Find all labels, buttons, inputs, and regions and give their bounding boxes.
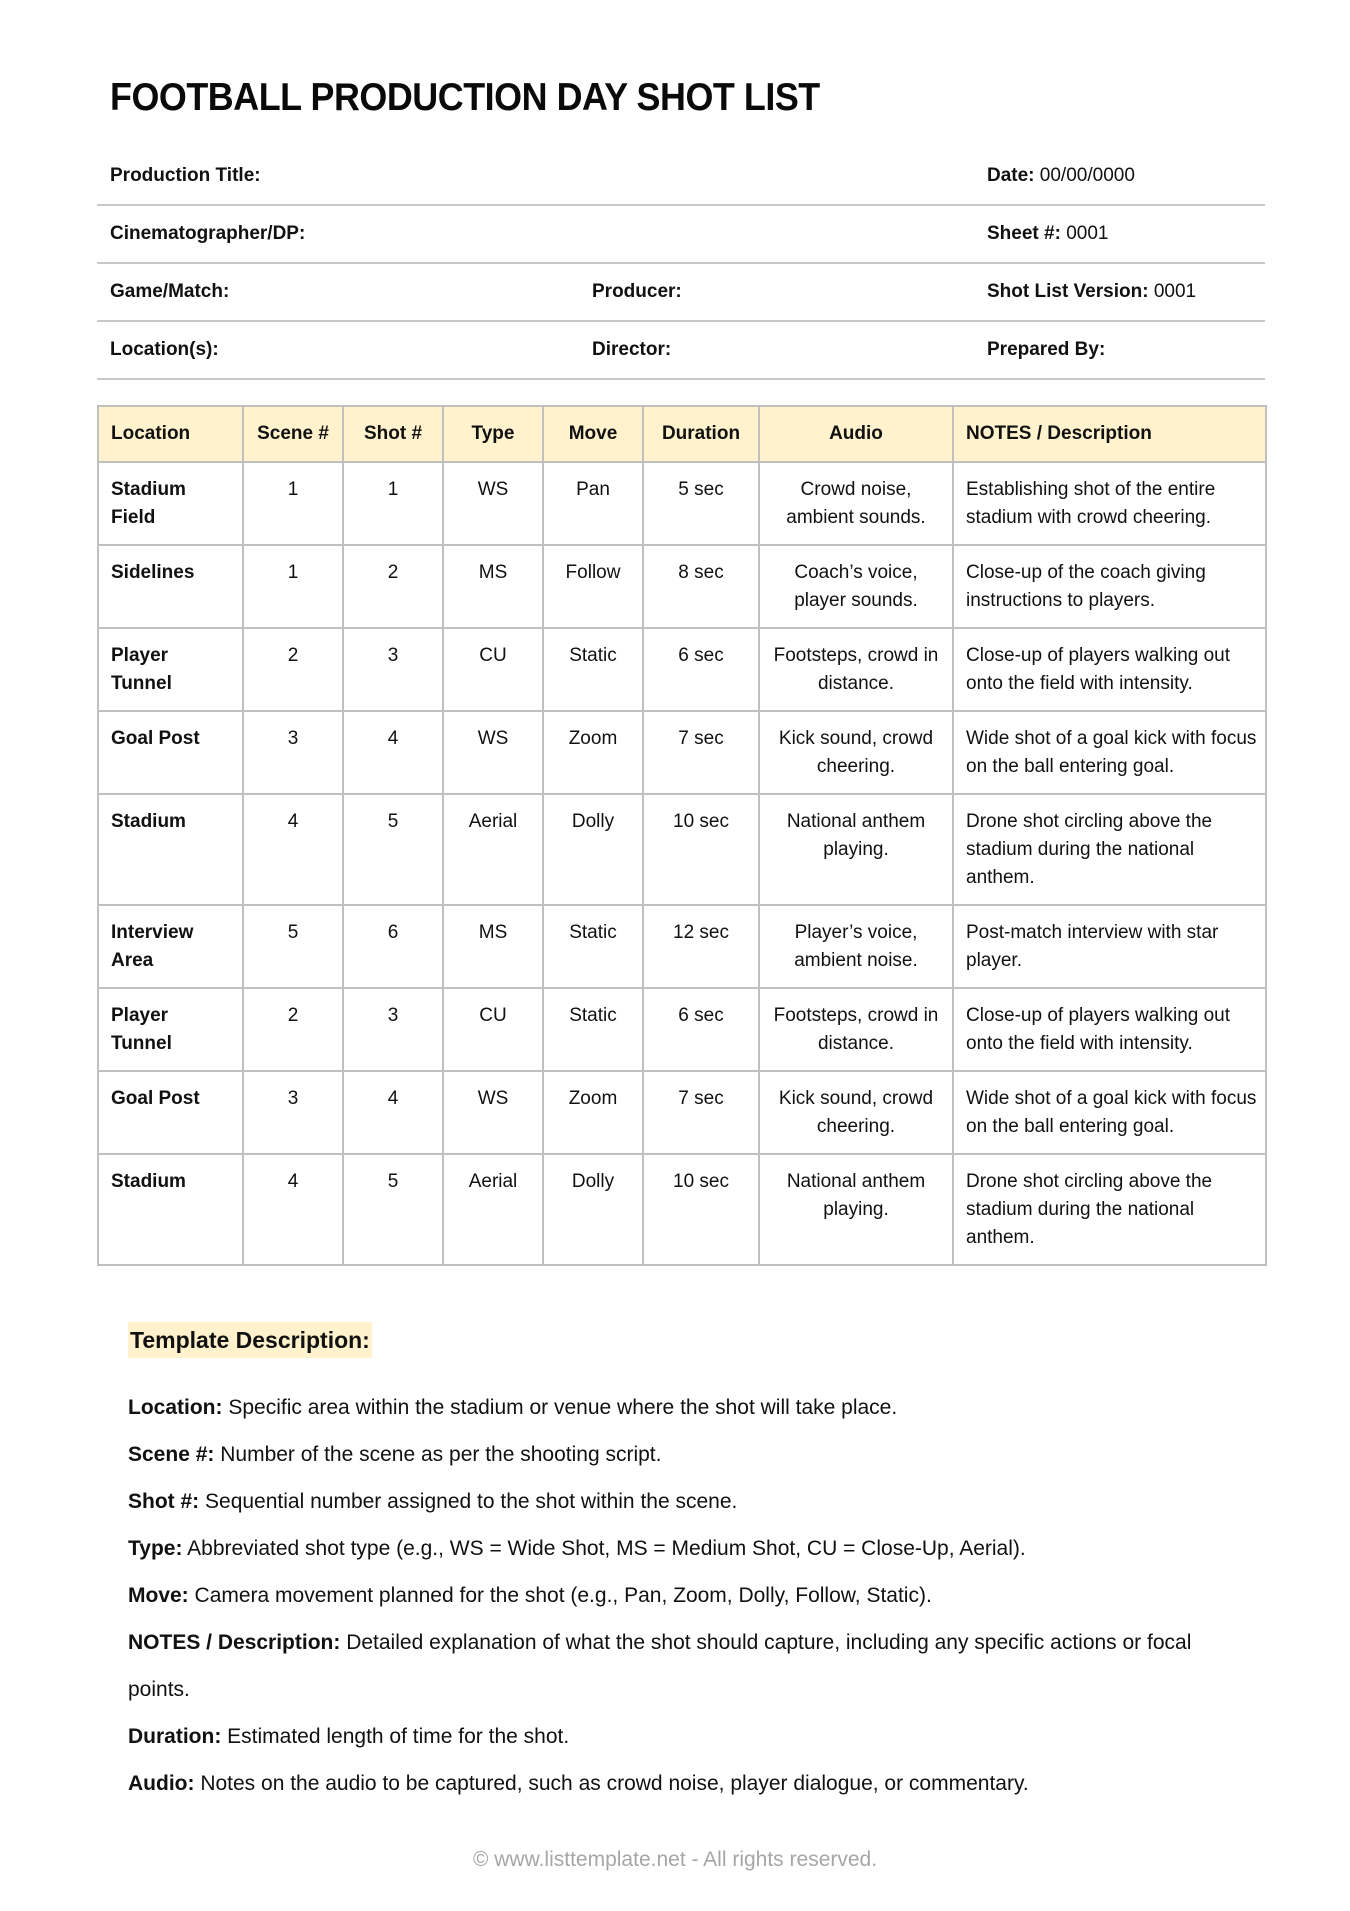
cell-shot[interactable]: 4	[343, 711, 443, 794]
locations-field[interactable]	[110, 322, 219, 378]
description-term: Shot #:	[128, 1490, 200, 1513]
cell-location[interactable]: Stadium Field	[98, 462, 243, 545]
cell-shot[interactable]: 4	[343, 1071, 443, 1154]
cell-audio[interactable]: Kick sound, crowd cheering.	[759, 711, 953, 794]
shot-list-table	[97, 405, 1267, 1266]
description-item	[128, 1525, 1248, 1572]
description-heading: Template Description:	[128, 1322, 372, 1358]
cell-scene[interactable]: 2	[243, 988, 343, 1071]
cell-type[interactable]: WS	[443, 711, 543, 794]
description-text: Number of the scene as per the shooting script.	[214, 1443, 662, 1466]
cell-location[interactable]: Stadium	[98, 1154, 243, 1265]
date-field[interactable]	[987, 148, 1135, 204]
description-item	[128, 1478, 1248, 1525]
prepared-by-field[interactable]	[987, 322, 1105, 378]
table-row	[98, 545, 1266, 628]
game-match-field[interactable]	[110, 264, 229, 320]
cell-move[interactable]: Dolly	[543, 794, 643, 905]
meta-row-cinematographer	[97, 206, 1265, 264]
field-label: Shot List Version:	[987, 281, 1149, 302]
cell-scene[interactable]: 4	[243, 794, 343, 905]
table-row	[98, 1154, 1266, 1265]
table-row	[98, 794, 1266, 905]
cell-audio[interactable]: National anthem playing.	[759, 794, 953, 905]
cell-notes[interactable]: Drone shot circling above the stadium during the national anthem.	[953, 1154, 1266, 1265]
cell-duration[interactable]: 6 sec	[643, 988, 759, 1071]
cell-type[interactable]: CU	[443, 628, 543, 711]
description-text: Notes on the audio to be captured, such as crowd noise, player dialogue, or commentary.	[194, 1772, 1029, 1795]
cell-move[interactable]: Static	[543, 628, 643, 711]
sheet-number-field[interactable]	[987, 206, 1108, 262]
cell-audio[interactable]: Coach’s voice, player sounds.	[759, 545, 953, 628]
producer-field[interactable]	[592, 264, 682, 320]
cell-notes[interactable]: Establishing shot of the entire stadium with crowd cheering.	[953, 462, 1266, 545]
cell-move[interactable]: Follow	[543, 545, 643, 628]
cell-type[interactable]: MS	[443, 905, 543, 988]
cell-location[interactable]: Interview Area	[98, 905, 243, 988]
cell-type[interactable]: CU	[443, 988, 543, 1071]
copyright-footer: © www.listtemplate.net - All rights reserved.	[472, 1848, 878, 1871]
field-label: Prepared By:	[987, 339, 1106, 360]
director-field[interactable]	[592, 322, 671, 378]
cell-scene[interactable]: 1	[243, 545, 343, 628]
cell-scene[interactable]: 4	[243, 1154, 343, 1265]
cell-notes[interactable]: Post-match interview with star player.	[953, 905, 1266, 988]
cell-shot[interactable]: 1	[343, 462, 443, 545]
description-item	[128, 1713, 1248, 1760]
cell-scene[interactable]: 5	[243, 905, 343, 988]
cell-move[interactable]: Zoom	[543, 1071, 643, 1154]
cell-type[interactable]: Aerial	[443, 1154, 543, 1265]
cell-duration[interactable]: 6 sec	[643, 628, 759, 711]
description-term: NOTES / Description:	[128, 1631, 341, 1654]
table-row	[98, 628, 1266, 711]
column-header-notes: NOTES / Description	[953, 406, 1266, 462]
cell-notes[interactable]: Close-up of players walking out onto the field with intensity.	[953, 988, 1266, 1071]
production-title-field[interactable]	[110, 148, 261, 204]
description-text: Camera movement planned for the shot (e.g., Pan, Zoom, Dolly, Follow, Static).	[188, 1584, 932, 1607]
cell-audio[interactable]: Crowd noise, ambient sounds.	[759, 462, 953, 545]
production-info	[97, 148, 1265, 380]
description-text: Detailed explanation of what the shot should capture, including any specific actions or focal points.	[128, 1631, 1192, 1701]
cell-location[interactable]: Sidelines	[98, 545, 243, 628]
description-term: Audio:	[128, 1772, 195, 1795]
cell-duration[interactable]: 5 sec	[643, 462, 759, 545]
table-row	[98, 988, 1266, 1071]
cell-scene[interactable]: 2	[243, 628, 343, 711]
cell-duration[interactable]: 8 sec	[643, 545, 759, 628]
cell-location[interactable]: Goal Post	[98, 711, 243, 794]
column-header-audio: Audio	[759, 406, 953, 462]
cell-scene[interactable]: 1	[243, 462, 343, 545]
table-row	[98, 711, 1266, 794]
field-label: Producer:	[592, 281, 682, 302]
description-term: Scene #:	[128, 1443, 215, 1466]
description-term: Duration:	[128, 1725, 222, 1748]
cell-move[interactable]: Static	[543, 905, 643, 988]
cell-shot[interactable]: 5	[343, 794, 443, 905]
cell-shot[interactable]: 6	[343, 905, 443, 988]
cell-audio[interactable]: Footsteps, crowd in distance.	[759, 628, 953, 711]
field-label: Date:	[987, 165, 1035, 186]
description-item	[128, 1760, 1248, 1807]
cinematographer-field[interactable]	[110, 206, 305, 262]
description-list	[128, 1384, 1248, 1807]
description-item	[128, 1431, 1248, 1478]
table-row	[98, 1071, 1266, 1154]
column-header-scene: Scene #	[243, 406, 343, 462]
cell-audio[interactable]: National anthem playing.	[759, 1154, 953, 1265]
description-term: Type:	[128, 1537, 183, 1560]
column-header-duration: Duration	[643, 406, 759, 462]
description-text: Estimated length of time for the shot.	[221, 1725, 570, 1748]
cell-location[interactable]: Goal Post	[98, 1071, 243, 1154]
cell-duration[interactable]: 7 sec	[643, 1071, 759, 1154]
cell-type[interactable]: WS	[443, 462, 543, 545]
cell-move[interactable]: Dolly	[543, 1154, 643, 1265]
cell-duration[interactable]: 12 sec	[643, 905, 759, 988]
description-text: Sequential number assigned to the shot within the scene.	[199, 1490, 738, 1513]
field-label: Cinematographer/DP:	[110, 223, 306, 244]
cell-location[interactable]: Player Tunnel	[98, 628, 243, 711]
field-value: 0001	[1066, 223, 1109, 244]
cell-scene[interactable]: 3	[243, 711, 343, 794]
table-row	[98, 462, 1266, 545]
shot-list-version-field[interactable]	[987, 264, 1196, 320]
cell-notes[interactable]: Close-up of the coach giving instructions to players.	[953, 545, 1266, 628]
cell-location[interactable]: Stadium	[98, 794, 243, 905]
column-header-type: Type	[443, 406, 543, 462]
column-header-location: Location	[98, 406, 243, 462]
cell-notes[interactable]: Wide shot of a goal kick with focus on the ball entering goal.	[953, 1071, 1266, 1154]
cell-notes[interactable]: Close-up of players walking out onto the field with intensity.	[953, 628, 1266, 711]
template-description	[128, 1322, 1248, 1807]
cell-audio[interactable]: Footsteps, crowd in distance.	[759, 988, 953, 1071]
cell-duration[interactable]: 7 sec	[643, 711, 759, 794]
field-value: 0001	[1153, 281, 1197, 302]
meta-row-production-title	[97, 148, 1265, 206]
table-row	[98, 905, 1266, 988]
description-text: Specific area within the stadium or venue where the shot will take place.	[222, 1396, 898, 1419]
cell-duration[interactable]: 10 sec	[643, 794, 759, 905]
description-item	[128, 1384, 1248, 1431]
cell-audio[interactable]: Kick sound, crowd cheering.	[759, 1071, 953, 1154]
cell-location[interactable]: Player Tunnel	[98, 988, 243, 1071]
description-text: Abbreviated shot type (e.g., WS = Wide Shot, MS = Medium Shot, CU = Close-Up, Aerial).	[182, 1537, 1026, 1560]
field-label: Location(s):	[110, 339, 219, 360]
cell-type[interactable]: Aerial	[443, 794, 543, 905]
cell-duration[interactable]: 10 sec	[643, 1154, 759, 1265]
field-label: Production Title:	[110, 165, 261, 186]
cell-notes[interactable]: Drone shot circling above the stadium during the national anthem.	[953, 794, 1266, 905]
field-value: 00/00/0000	[1039, 165, 1135, 186]
field-label: Director:	[592, 339, 672, 360]
cell-type[interactable]: MS	[443, 545, 543, 628]
cell-shot[interactable]: 3	[343, 628, 443, 711]
cell-shot[interactable]: 2	[343, 545, 443, 628]
column-header-move: Move	[543, 406, 643, 462]
cell-notes[interactable]: Wide shot of a goal kick with focus on the ball entering goal.	[953, 711, 1266, 794]
page-title: FOOTBALL PRODUCTION DAY SHOT LIST	[110, 76, 820, 119]
cell-shot[interactable]: 3	[343, 988, 443, 1071]
description-term: Location:	[128, 1396, 223, 1419]
cell-move[interactable]: Zoom	[543, 711, 643, 794]
table-header-row	[98, 406, 1266, 462]
meta-row-location	[97, 322, 1265, 380]
field-label: Game/Match:	[110, 281, 230, 302]
field-label: Sheet #:	[987, 223, 1061, 244]
description-term: Move:	[128, 1584, 189, 1607]
meta-row-game	[97, 264, 1265, 322]
description-item	[128, 1572, 1248, 1619]
column-header-shot: Shot #	[343, 406, 443, 462]
cell-move[interactable]: Static	[543, 988, 643, 1071]
description-item	[128, 1619, 1248, 1713]
cell-move[interactable]: Pan	[543, 462, 643, 545]
cell-audio[interactable]: Player’s voice, ambient noise.	[759, 905, 953, 988]
cell-scene[interactable]: 3	[243, 1071, 343, 1154]
cell-shot[interactable]: 5	[343, 1154, 443, 1265]
cell-type[interactable]: WS	[443, 1071, 543, 1154]
